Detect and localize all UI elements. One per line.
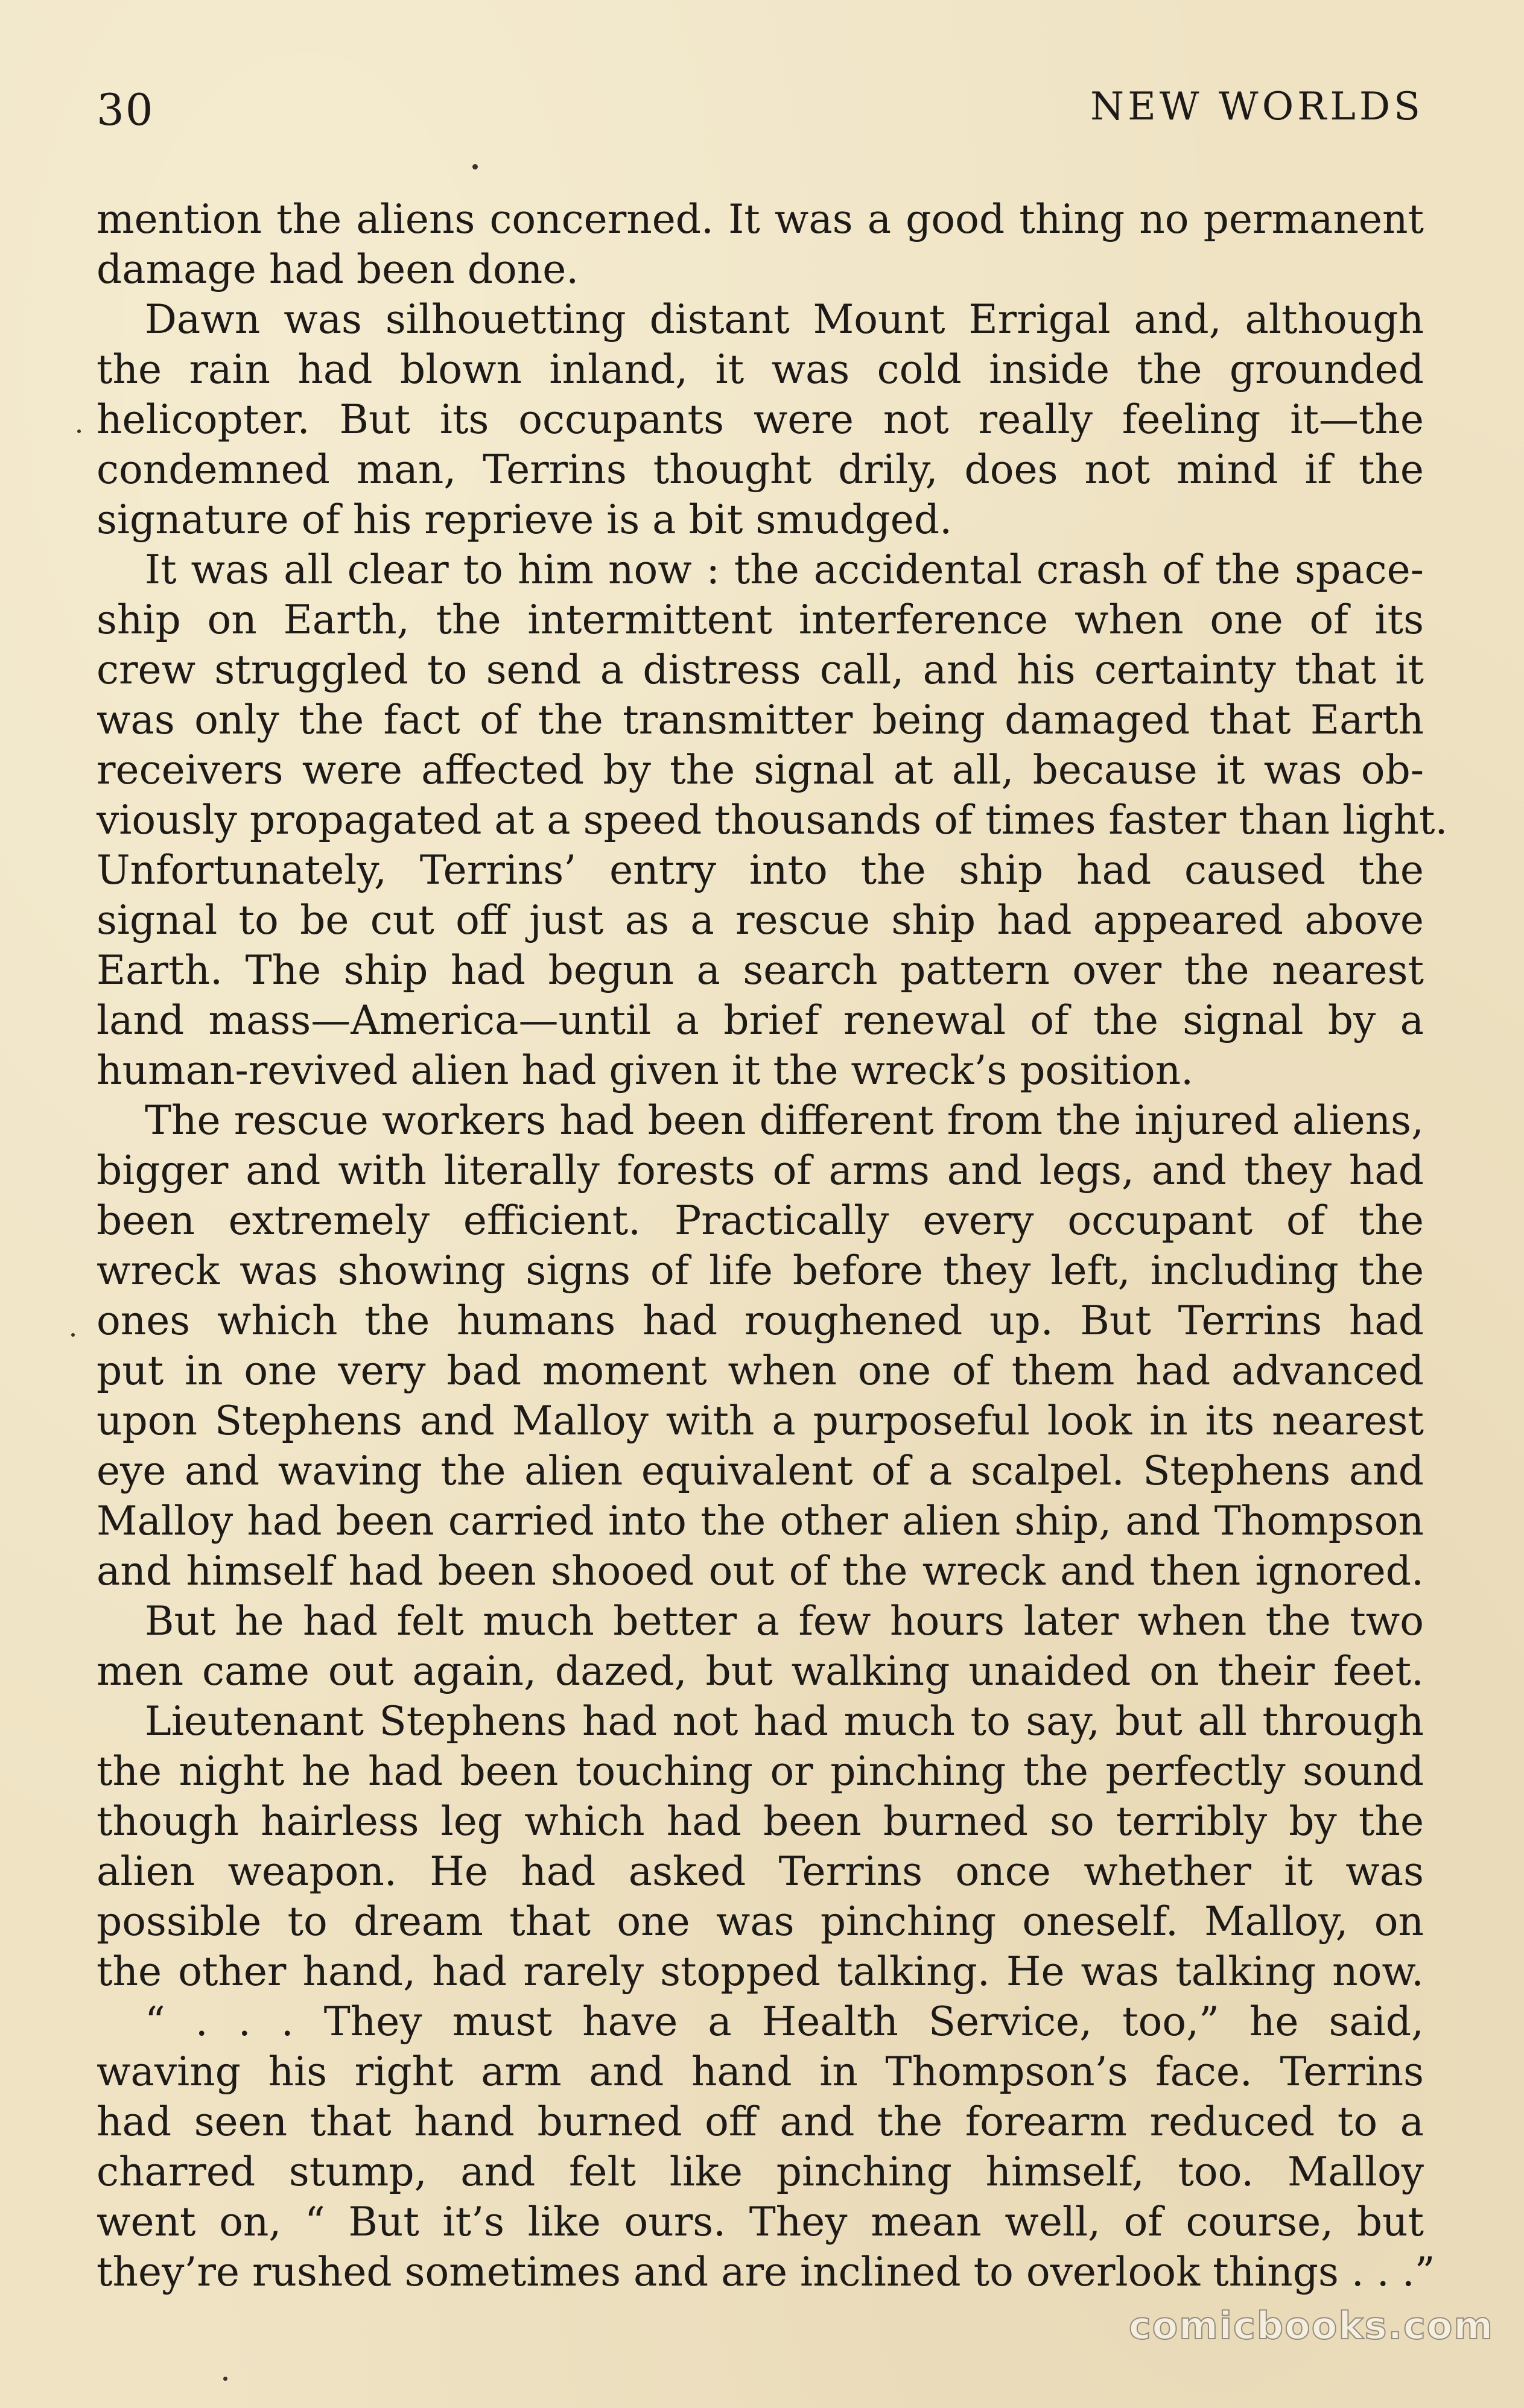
text-line: possible to dream that one was pinching oneself. Malloy, on [97, 1898, 1424, 1945]
text-line: Unfortunately, Terrins’ entry into the ship had caused the [97, 847, 1424, 893]
text-line: signature of his reprieve is a bit smudged. [97, 496, 953, 543]
text-line: charred stump, and felt like pinching himself, too. Malloy [97, 2149, 1424, 2195]
text-line: Earth. The ship had begun a search pattern over the nearest [97, 947, 1424, 993]
running-head [97, 84, 1424, 151]
text-line: went on, “ But it’s like ours. They mean well, of course, but [97, 2199, 1424, 2245]
text-line: signal to be cut off just as a rescue ship had appeared above [97, 897, 1424, 943]
text-line: Malloy had been carried into the other alien ship, and Thompson [97, 1498, 1424, 1544]
text-line: damage had been done. [97, 246, 579, 293]
text-line: land mass—America—until a brief renewal of the signal by a [97, 997, 1424, 1044]
text-line: bigger and with literally forests of arms and legs, and they had [97, 1147, 1424, 1194]
ink-speck [71, 1333, 75, 1337]
text-line: condemned man, Terrins thought drily, does not mind if the [97, 446, 1424, 493]
text-line: eye and waving the alien equivalent of a scalpel. Stephens and [97, 1448, 1424, 1494]
text-line: waving his right arm and hand in Thompson’s face. Terrins [97, 2048, 1424, 2095]
ink-speck [223, 2377, 227, 2381]
ink-speck [472, 164, 478, 170]
text-line: “ . . . They must have a Health Service, too,” he said, [145, 1998, 1424, 2045]
text-line: wreck was showing signs of life before they left, including the [97, 1247, 1424, 1294]
text-line: human-revived alien had given it the wreck’s position. [97, 1047, 1194, 1094]
text-line: they’re rushed sometimes and are inclined to overlook things . . .” [97, 2249, 1435, 2295]
text-line: Lieutenant Stephens had not had much to say, but all through [145, 1698, 1424, 1744]
text-line: been extremely efficient. Practically every occupant of the [97, 1197, 1424, 1244]
page-number: 30 [97, 84, 154, 135]
text-line: though hairless leg which had been burned so terribly by the [97, 1798, 1424, 1845]
text-line: alien weapon. He had asked Terrins once whether it was [97, 1848, 1424, 1895]
text-line: mention the aliens concerned. It was a good thing no permanent [97, 196, 1424, 242]
text-line: the night he had been touching or pinching the perfectly sound [97, 1748, 1424, 1795]
body-text [97, 194, 1448, 2297]
text-line: It was all clear to him now : the accidental crash of the space- [145, 547, 1424, 593]
text-line: upon Stephens and Malloy with a purposeful look in its nearest [97, 1398, 1424, 1444]
text-line: had seen that hand burned off and the forearm reduced to a [97, 2099, 1424, 2145]
text-line: and himself had been shooed out of the wreck and then ignored. [97, 1548, 1424, 1594]
text-line: the other hand, had rarely stopped talking. He was talking now. [97, 1948, 1424, 1995]
text-line: ones which the humans had roughened up. But Terrins had [97, 1297, 1424, 1344]
text-line: The rescue workers had been different from the injured aliens, [145, 1097, 1424, 1144]
text-line: But he had felt much better a few hours later when the two [145, 1598, 1424, 1644]
text-line: Dawn was silhouetting distant Mount Errigal and, although [145, 296, 1424, 343]
watermark: comicbooks.com [1128, 2304, 1494, 2348]
text-line: men came out again, dazed, but walking unaided on their feet. [97, 1648, 1424, 1694]
ink-speck [77, 429, 81, 433]
text-line: was only the fact of the transmitter being damaged that Earth [97, 697, 1424, 743]
text-line: viously propagated at a speed thousands of times faster than light. [97, 797, 1448, 843]
text-line: crew struggled to send a distress call, and his certainty that it [97, 647, 1424, 693]
text-line: helicopter. But its occupants were not really feeling it—the [97, 396, 1424, 443]
text-line: put in one very bad moment when one of them had advanced [97, 1348, 1424, 1394]
running-title: NEW WORLDS [1090, 84, 1424, 129]
text-line: the rain had blown inland, it was cold inside the grounded [97, 346, 1424, 393]
text-line: receivers were affected by the signal at all, because it was ob- [97, 747, 1424, 793]
text-line: ship on Earth, the intermittent interference when one of its [97, 597, 1424, 643]
